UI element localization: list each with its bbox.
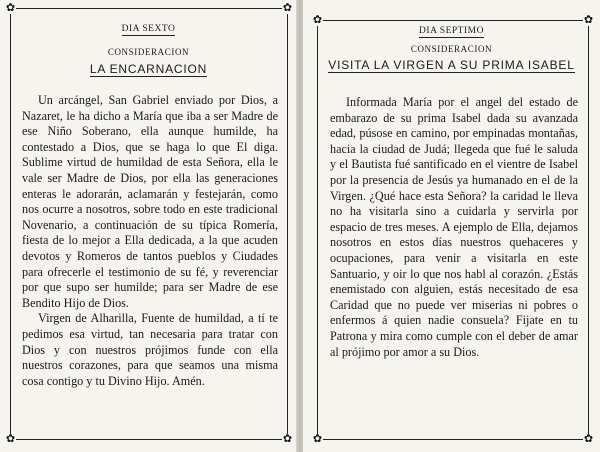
fleuron-icon: ✿: [312, 14, 323, 26]
paragraph: Informada María por el angel del estado de embarazo de su prima Isabel dada su avanzada edad, púsose en camino, por empinadas montañas, hacia la ciudad de Judá; llegeda que fué le saluda y el Bautista fué santificado en el vientre de Isabel por la presencia de Jesús ya humanado en el de la Virgen. ¿Qué hace esta Señora? la caridad le lleva no ha visitarla sino a cuidarla y servirla por espacio de tres meses. A ejemplo de Ella, dejamos nosotros en estos días nuestros quehaceres y ocupaciones, para venir a visitarla en este Santuario, y oir lo que nos habl al corazón. ¿Estás enemistado con alguien, estás necesitado de esa Caridad que no puede ver miserias ni pobres o enfermos á quien nadie consuela? Fijate en tu Patrona y mira como cumple con el deber de amar al prójimo por amor a su Dios.: [330, 95, 578, 359]
fleuron-icon: ✿: [5, 433, 16, 445]
body-text: [22, 93, 278, 389]
fleuron-icon: ✿: [282, 2, 293, 14]
fleuron-icon: ✿: [583, 14, 594, 26]
page-title: VISITA LA VIRGEN A SU PRIMA ISABEL: [328, 58, 575, 72]
day-label: DIA SEXTO: [121, 24, 176, 34]
fleuron-icon: ✿: [583, 433, 594, 445]
fleuron-icon: ✿: [282, 433, 293, 445]
section-heading: CONSIDERACION: [107, 47, 190, 57]
day-label: DIA SEPTIMO: [419, 26, 484, 36]
body-text: [330, 95, 578, 360]
paragraph: Un arcángel, San Gabriel enviado por Dios, a Nazaret, le ha dicho a María que iba a ser Madre de ese Niño Soberano, ella aunque humilde, ha contestado a Dios, que se haga lo que El diga. Sublime virtud de humildad de esta Señora, ella le vale ser Madre de Dios, por ella las generaciones enteras le adorarán, aclamarán y festejarán, como nos ocurre a nosotros, sobre todo en este tradicional Novenario, a continuación de su típica Romería, fiesta de lo mejor a Ella dedicada, a la que acuden devotos y Romeros de tantos pueblos y Ciudades para ofrecerle el testimonio de su fé, y reverenciar por que supo ser humilde; para ser Madre de ese Bendito Hijo de Dios.: [22, 93, 278, 310]
left-page: [0, 0, 297, 452]
fleuron-icon: ✿: [312, 433, 323, 445]
section-heading: CONSIDERACION: [410, 44, 493, 54]
page-title: LA ENCARNACION: [89, 62, 208, 76]
right-page: [303, 0, 600, 452]
paragraph: Virgen de Alharilla, Fuente de humildad, a tí te pedimos esa virtud, tan necesaria para tratar con Dios y con nuestros prójimos funde con ella nuestros corazones, para que seamos una misma cosa contigo y tu Divino Hijo. Amén.: [22, 311, 278, 388]
fleuron-icon: ✿: [5, 2, 16, 14]
